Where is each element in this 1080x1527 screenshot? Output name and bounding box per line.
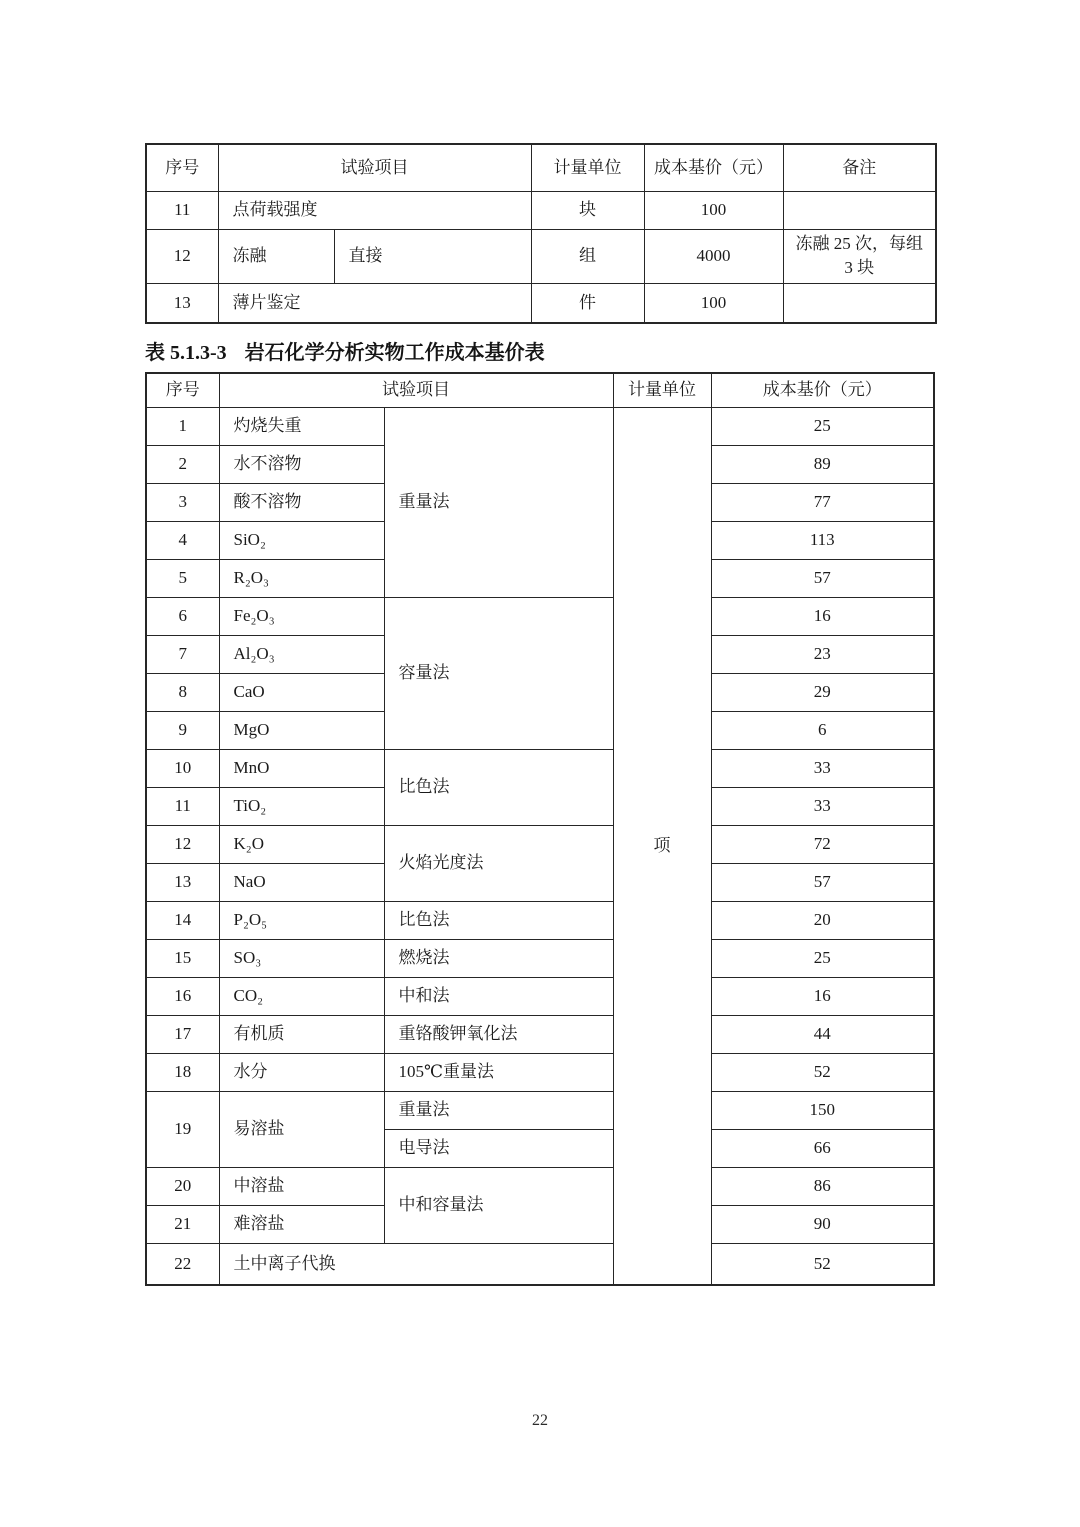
cell-method: 重量法 xyxy=(384,1091,613,1129)
cell-no: 12 xyxy=(146,229,218,283)
cell-cost: 20 xyxy=(711,901,934,939)
cell-method: 重量法 xyxy=(384,407,613,597)
section-title-text: 岩石化学分析实物工作成本基价表 xyxy=(244,342,545,364)
cell-cost: 100 xyxy=(644,283,783,323)
cell-item: 薄片鉴定 xyxy=(218,283,531,323)
table-row xyxy=(146,407,934,445)
cell-no: 6 xyxy=(146,597,219,635)
cell-no: 5 xyxy=(146,559,219,597)
cell-method: 容量法 xyxy=(384,597,613,749)
cell-no: 11 xyxy=(146,787,219,825)
table-row xyxy=(146,977,934,1015)
cell-cost: 25 xyxy=(711,407,934,445)
cell-item: 有机质 xyxy=(219,1015,384,1053)
rock-test-cost-table xyxy=(145,143,937,324)
table-row xyxy=(146,1243,934,1285)
cell-no: 13 xyxy=(146,863,219,901)
cell-no: 9 xyxy=(146,711,219,749)
cell-item: 灼烧失重 xyxy=(219,407,384,445)
cell-cost: 90 xyxy=(711,1205,934,1243)
cell-cost: 44 xyxy=(711,1015,934,1053)
cell-no: 22 xyxy=(146,1243,219,1285)
cell-cost: 57 xyxy=(711,863,934,901)
cell-item: 难溶盐 xyxy=(219,1205,384,1243)
cell-item: Fe₂O₃ xyxy=(219,597,384,635)
section-title-tag: 表 5.1.3-3 xyxy=(145,342,227,364)
cell-unit: 件 xyxy=(531,283,644,323)
cell-cost: 113 xyxy=(711,521,934,559)
cell-cost: 6 xyxy=(711,711,934,749)
cell-no: 13 xyxy=(146,283,218,323)
header-item: 试验项目 xyxy=(219,373,613,407)
cell-cost: 89 xyxy=(711,445,934,483)
cell-method: 重铬酸钾氧化法 xyxy=(384,1015,613,1053)
cell-unit: 块 xyxy=(531,191,644,229)
cell-item: Al₂O₃ xyxy=(219,635,384,673)
cell-cost: 77 xyxy=(711,483,934,521)
table-row xyxy=(146,749,934,787)
cell-no: 17 xyxy=(146,1015,219,1053)
cell-cost: 25 xyxy=(711,939,934,977)
header-unit: 计量单位 xyxy=(531,144,644,191)
header-no: 序号 xyxy=(146,144,218,191)
table-row xyxy=(146,1015,934,1053)
cell-no: 1 xyxy=(146,407,219,445)
header-no: 序号 xyxy=(146,373,219,407)
cell-cost: 66 xyxy=(711,1129,934,1167)
table-row xyxy=(146,901,934,939)
cell-method: 比色法 xyxy=(384,901,613,939)
cell-item: P₂O₅ xyxy=(219,901,384,939)
rock-chemical-analysis-cost-table xyxy=(145,372,935,1286)
cell-no: 11 xyxy=(146,191,218,229)
cell-no: 3 xyxy=(146,483,219,521)
header-cost: 成本基价（元） xyxy=(644,144,783,191)
table-header-row xyxy=(146,373,934,407)
cell-method: 105℃重量法 xyxy=(384,1053,613,1091)
cell-remark xyxy=(783,191,936,229)
table-row xyxy=(146,1167,934,1205)
cell-item: MgO xyxy=(219,711,384,749)
header-remark: 备注 xyxy=(783,144,936,191)
cell-method: 比色法 xyxy=(384,749,613,825)
cell-item: 水不溶物 xyxy=(219,445,384,483)
cell-method: 电导法 xyxy=(384,1129,613,1167)
cell-item: 冻融 xyxy=(218,229,334,283)
cell-item: SiO₂ xyxy=(219,521,384,559)
header-unit: 计量单位 xyxy=(613,373,711,407)
cell-cost: 33 xyxy=(711,787,934,825)
section-title xyxy=(145,336,545,365)
cell-item: 点荷载强度 xyxy=(218,191,531,229)
cell-no: 15 xyxy=(146,939,219,977)
cell-item: 土中离子代换 xyxy=(219,1243,613,1285)
header-item: 试验项目 xyxy=(218,144,531,191)
cell-cost: 33 xyxy=(711,749,934,787)
cell-no: 19 xyxy=(146,1091,219,1167)
cell-item: 酸不溶物 xyxy=(219,483,384,521)
cell-cost: 4000 xyxy=(644,229,783,283)
cell-remark: 冻融 25 次，每组 3 块 xyxy=(783,229,936,283)
cell-item: CaO xyxy=(219,673,384,711)
cell-item: CO₂ xyxy=(219,977,384,1015)
table-row xyxy=(146,1053,934,1091)
cell-no: 21 xyxy=(146,1205,219,1243)
cell-item: 水分 xyxy=(219,1053,384,1091)
cell-no: 7 xyxy=(146,635,219,673)
cell-cost: 29 xyxy=(711,673,934,711)
cell-method: 中和法 xyxy=(384,977,613,1015)
table-row xyxy=(146,191,936,229)
cell-no: 8 xyxy=(146,673,219,711)
cell-cost: 52 xyxy=(711,1053,934,1091)
cell-cost: 150 xyxy=(711,1091,934,1129)
cell-cost: 86 xyxy=(711,1167,934,1205)
cell-sub-item: 直接 xyxy=(334,229,531,283)
cell-cost: 72 xyxy=(711,825,934,863)
cell-item: MnO xyxy=(219,749,384,787)
cell-method: 中和容量法 xyxy=(384,1167,613,1243)
cell-item: NaO xyxy=(219,863,384,901)
cell-no: 18 xyxy=(146,1053,219,1091)
cell-cost: 52 xyxy=(711,1243,934,1285)
page-number: 22 xyxy=(532,1412,548,1429)
cell-method: 燃烧法 xyxy=(384,939,613,977)
cell-no: 10 xyxy=(146,749,219,787)
cell-cost: 100 xyxy=(644,191,783,229)
table-row xyxy=(146,597,934,635)
cell-no: 4 xyxy=(146,521,219,559)
cell-item: 中溶盐 xyxy=(219,1167,384,1205)
cell-no: 16 xyxy=(146,977,219,1015)
cell-no: 12 xyxy=(146,825,219,863)
table-header-row xyxy=(146,144,936,191)
cell-no: 14 xyxy=(146,901,219,939)
table-row xyxy=(146,229,936,283)
cell-cost: 57 xyxy=(711,559,934,597)
table-row xyxy=(146,939,934,977)
cell-unit: 项 xyxy=(613,407,711,1285)
cell-item: K₂O xyxy=(219,825,384,863)
cell-item: SO₃ xyxy=(219,939,384,977)
cell-remark xyxy=(783,283,936,323)
cell-item: R₂O₃ xyxy=(219,559,384,597)
cell-cost: 23 xyxy=(711,635,934,673)
table-row xyxy=(146,1091,934,1129)
cell-cost: 16 xyxy=(711,977,934,1015)
header-cost: 成本基价（元） xyxy=(711,373,934,407)
cell-cost: 16 xyxy=(711,597,934,635)
table-row xyxy=(146,283,936,323)
cell-item: 易溶盐 xyxy=(219,1091,384,1167)
cell-item: TiO₂ xyxy=(219,787,384,825)
cell-method: 火焰光度法 xyxy=(384,825,613,901)
cell-no: 2 xyxy=(146,445,219,483)
cell-no: 20 xyxy=(146,1167,219,1205)
table-row xyxy=(146,825,934,863)
cell-unit: 组 xyxy=(531,229,644,283)
